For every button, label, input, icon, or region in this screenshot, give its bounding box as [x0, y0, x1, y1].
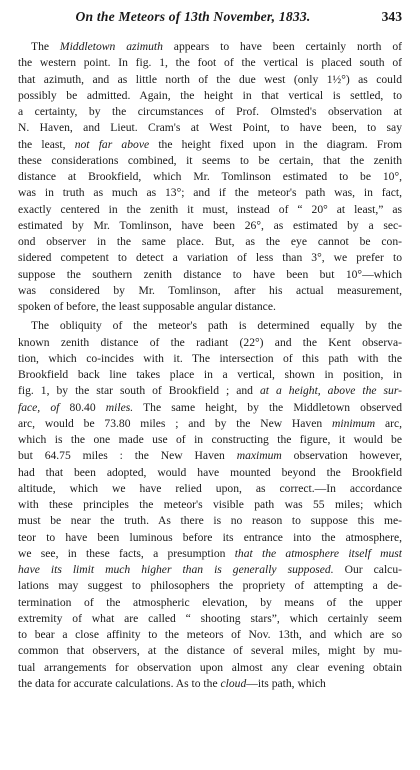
text-run: tion, which co-incides with it. The intersection of this path with the	[18, 351, 402, 365]
text-line	[18, 267, 402, 283]
italic-text: Middletown azimuth	[59, 40, 163, 53]
text-run: arc, would be 73.80 miles ; and by the New Haven	[18, 416, 332, 430]
text-line	[18, 660, 402, 676]
italic-text: minimum	[331, 416, 376, 430]
text-run: the height fixed upon in the diagram. From	[149, 137, 402, 151]
running-title: On the Meteors of 13th November, 1833.	[75, 9, 311, 24]
italic-text: maximum	[236, 449, 282, 463]
text-line	[18, 367, 402, 383]
text-run: —its path, which	[246, 676, 326, 690]
text-run: 80.40	[59, 400, 106, 414]
text-line	[18, 335, 402, 351]
text-line	[18, 120, 402, 136]
text-run: the data for accurate calculations. As to the	[18, 676, 221, 690]
text-line	[18, 400, 402, 416]
page-number: 343	[381, 9, 402, 24]
text-line	[18, 88, 402, 104]
italic-text: cloud	[220, 676, 247, 690]
text-run: arc,	[375, 416, 402, 430]
text-run: that azimuth, and as little north of the due west (only 1½°) as could	[18, 72, 402, 86]
text-line	[18, 39, 402, 55]
text-run: which is the one made use of in constructing the figure, it would be	[18, 433, 402, 446]
text-line	[18, 481, 402, 497]
text-run: Our calcu-	[333, 563, 402, 576]
text-run: estimated by Mr. Tomlinson, have been 26°, as estimated by a sec-	[18, 218, 402, 232]
text-line	[18, 383, 402, 399]
text-line	[18, 185, 402, 201]
text-run: the western point. In fig. 1, the foot of the vertical is placed south of	[18, 56, 402, 70]
text-run: must be near the truth. As there is no reason to suppose this me-	[18, 514, 402, 528]
text-run: The obliquity of the meteor's path is determined equally by the	[31, 319, 402, 333]
text-line	[18, 169, 402, 185]
text-line	[18, 55, 402, 71]
text-run: spoken of before, the least supposable angular distance.	[18, 300, 276, 313]
text-run: fig. 1, by the star south of Brookfield ; and	[18, 384, 260, 398]
text-line	[18, 153, 402, 169]
text-run: lations may suggest to philosophers the propriety of attempting a de-	[18, 579, 402, 593]
italic-text: have its limit much higher than is generally supposed.	[18, 563, 334, 576]
text-line	[18, 643, 402, 659]
text-run: observation however,	[281, 449, 402, 463]
text-line	[18, 234, 402, 250]
text-run: we see, in these facts, a presumption	[18, 546, 235, 560]
text-run: tual arrangements for observation upon almost any clear evening obtain	[18, 660, 402, 674]
text-run: sidered competent to detect a variation of less than 3°, we prefer to	[18, 251, 402, 265]
italic-text: at a height, above the sur-	[259, 384, 402, 398]
text-line	[18, 530, 402, 546]
text-run: N. Haven, and Lieut. Cram's at West Point, to have been, to say	[18, 121, 402, 135]
italic-text: that the atmosphere itself must	[234, 546, 402, 560]
text-run: suppose the southern zenith distance to have been but 10°—which	[18, 267, 402, 281]
running-head	[18, 6, 402, 28]
text-run: termination of the atmospheric elevation, by means of the upper	[18, 595, 402, 609]
text-run: these considerations combined, it seems to be certain, that the zenith	[18, 153, 402, 167]
text-line	[18, 72, 402, 88]
italic-text: miles.	[105, 400, 134, 414]
text-line	[18, 416, 402, 432]
text-line	[18, 578, 402, 594]
text-run: distance at Brookfield, which Mr. Tomlinson estimated to be 10°,	[18, 170, 402, 183]
text-run: the least,	[18, 137, 75, 151]
text-run: teor to have been luminous before its entrance into the atmosphere,	[18, 530, 402, 544]
text-line	[18, 448, 402, 464]
italic-text: face, of	[18, 400, 60, 414]
text-run: was in truth as much as 13°; and if the meteor's path was, in fact,	[18, 186, 402, 200]
text-run: possibly be admitted. Again, the height in that vertical is settled, to	[18, 88, 402, 102]
text-line	[18, 562, 402, 578]
text-line	[18, 676, 402, 692]
text-run: exactly centered in the zenith it must, instead of “ 20° at least,” as	[18, 202, 402, 216]
body-text	[18, 39, 402, 764]
text-run: known zenith distance of the radiant (22°) and the Kent observa-	[18, 335, 402, 349]
text-line	[18, 250, 402, 266]
text-line	[18, 497, 402, 513]
text-line	[18, 432, 402, 448]
text-run: but 64.75 miles : the New Haven	[18, 449, 237, 463]
text-run: a certainty, by the circumstances of Prof. Olmsted's observation at	[18, 105, 402, 118]
text-run: Brookfield back line takes place in a vertical, shown in position, in	[18, 368, 402, 381]
text-line	[18, 465, 402, 481]
text-line	[18, 595, 402, 611]
text-line	[18, 202, 402, 218]
italic-text: not far above	[74, 137, 150, 151]
text-run: extremity of what are called “ shooting stars”, which certainly seem	[18, 611, 402, 625]
text-line	[18, 611, 402, 627]
text-line	[18, 513, 402, 529]
text-run: The same height, by the Middletown observed	[133, 400, 402, 414]
text-run: with these principles the meteor's visible path was 55 miles; which	[18, 498, 402, 511]
text-line	[18, 299, 402, 315]
text-line	[18, 318, 402, 334]
text-run: appears to have been certainly north of	[162, 40, 402, 53]
text-run: had that been adopted, would have mounted beyond the Brookfield	[18, 465, 402, 479]
text-run: was considered by Mr. Tomlinson, after his actual measurement,	[18, 283, 402, 297]
text-line	[18, 137, 402, 153]
text-line	[18, 104, 402, 120]
text-line	[18, 283, 402, 299]
text-run: altitude, which we have relied upon, as correct.—In accordance	[18, 481, 402, 495]
text-run: to bear a close affinity to the meteors of Nov. 13th, and which are so	[18, 628, 402, 641]
text-line	[18, 218, 402, 234]
text-run: The	[31, 40, 60, 53]
text-line	[18, 546, 402, 562]
text-line	[18, 627, 402, 643]
text-line	[18, 351, 402, 367]
text-run: ond observer in the same place. But, as the eye cannot be con-	[18, 235, 402, 248]
text-run: common that observers, at the distance of several miles, might by mu-	[18, 644, 402, 658]
